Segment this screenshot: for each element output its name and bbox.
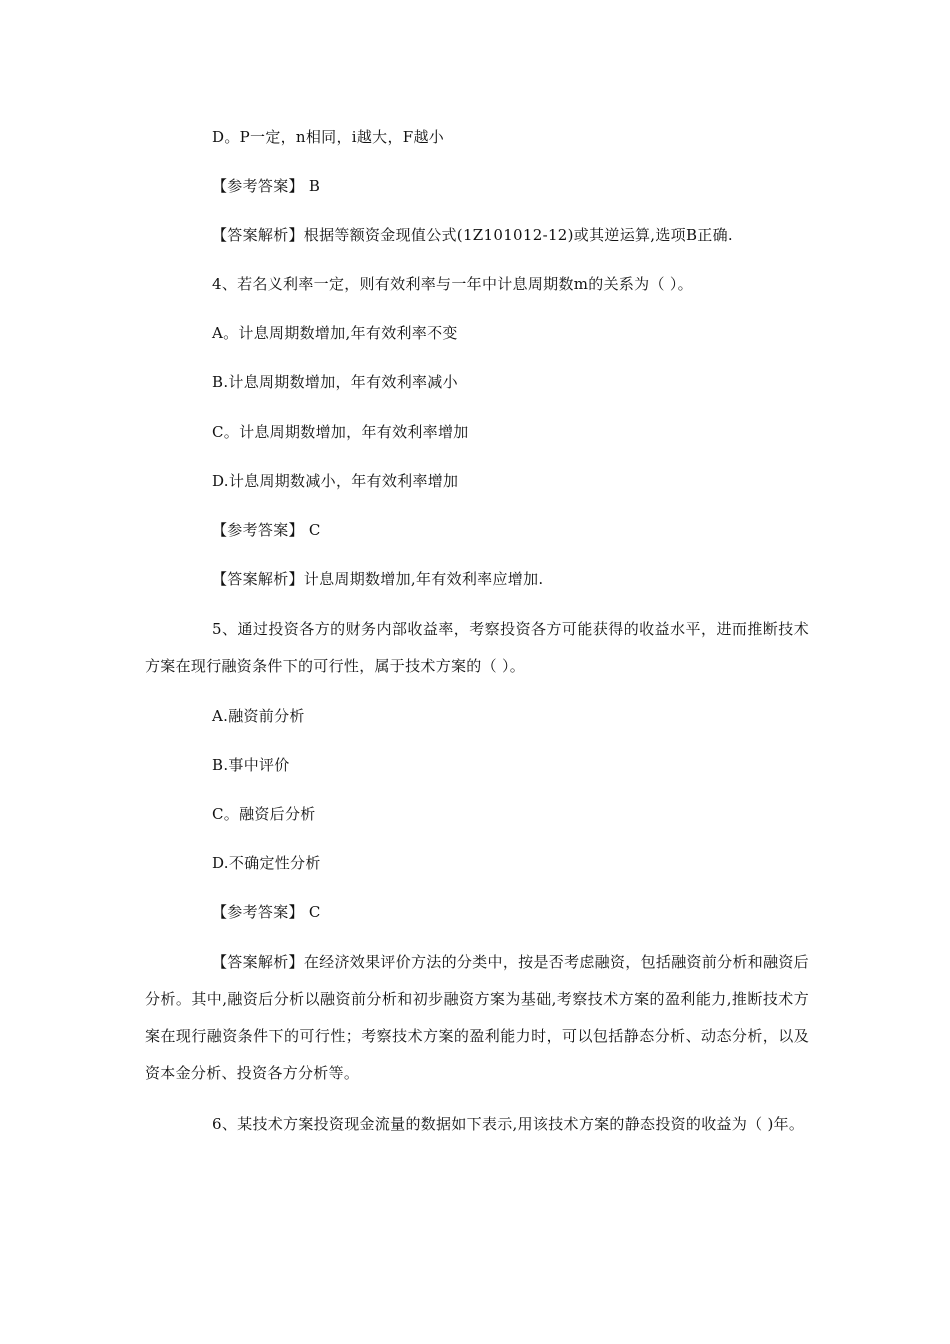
q3-answer: 【参考答案】 B: [212, 177, 321, 195]
q5-option-a: A.融资前分析: [212, 707, 305, 725]
q3-analysis: 【答案解析】根据等额资金现值公式(1Z101012-12)或其逆运算,选项B正确.: [212, 226, 733, 244]
q5-question: 5、通过投资各方的财务内部收益率，考察投资各方可能获得的收益水平，进而推断技术方案在现行融资条件下的可行性，属于技术方案的（ ）。: [145, 620, 809, 675]
q4-question: 4、若名义利率一定，则有效利率与一年中计息周期数m的关系为（ ）。: [212, 275, 693, 293]
q6-question: 6、某技术方案投资现金流量的数据如下表示,用该技术方案的静态投资的收益为（ )年。: [212, 1115, 805, 1133]
q4-option-b: B.计息周期数增加，年有效利率减小: [212, 373, 458, 391]
q4-analysis: 【答案解析】计息周期数增加,年有效利率应增加.: [212, 570, 544, 588]
q5-option-d: D.不确定性分析: [212, 854, 321, 872]
q3-option-d: D。P一定，n相同，i越大，F越小: [212, 128, 445, 146]
q4-option-c: C。计息周期数增加，年有效利率增加: [212, 423, 469, 441]
q4-option-d: D.计息周期数减小，年有效利率增加: [212, 472, 459, 490]
q5-analysis: 【答案解析】在经济效果评价方法的分类中，按是否考虑融资，包括融资前分析和融资后分析。其中,融资后分析以融资前分析和初步融资方案为基础,考察技术方案的盈利能力,推断技术方案在现行融资条件下的可行性；考察技术方案的盈利能力时，可以包括静态分析、动态分析，以及资本金分析、投资各方分析等。: [145, 953, 809, 1082]
q4-option-a: A。计息周期数增加,年有效利率不变: [212, 324, 458, 342]
q5-answer: 【参考答案】 C: [212, 903, 321, 921]
q5-option-c: C。融资后分析: [212, 805, 316, 823]
q4-answer: 【参考答案】 C: [212, 521, 321, 539]
q5-option-b: B.事中评价: [212, 756, 290, 774]
